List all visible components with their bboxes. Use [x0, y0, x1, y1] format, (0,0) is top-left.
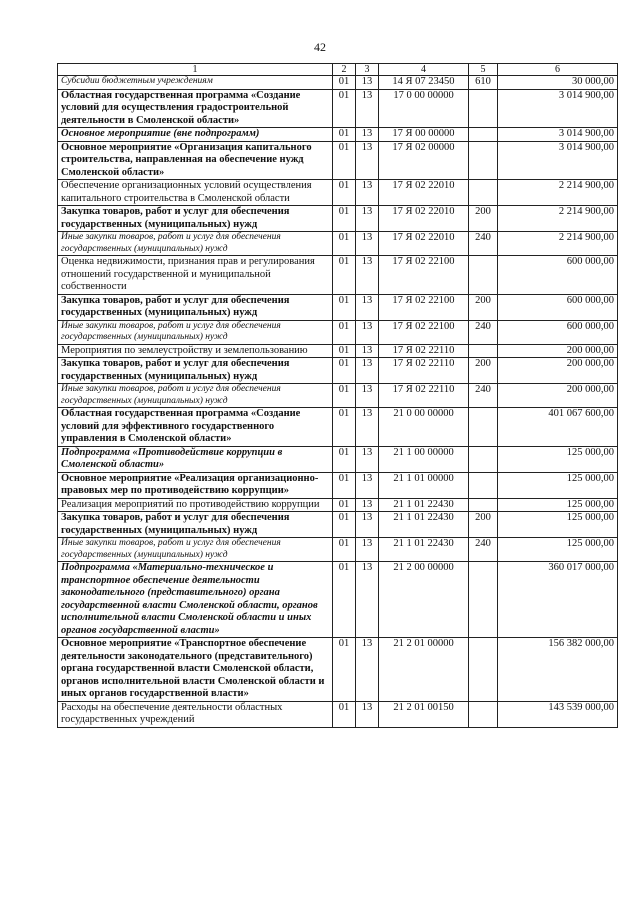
row-section: 01: [333, 141, 356, 180]
row-section: 01: [333, 206, 356, 232]
row-expense-type: [469, 638, 498, 702]
row-name: Закупка товаров, работ и услуг для обеспечения государственных (муниципальных) нужд: [58, 512, 333, 538]
row-amount: 401 067 600,00: [498, 408, 618, 447]
row-target-code: 17 Я 02 22010: [379, 206, 469, 232]
row-amount: 2 214 900,00: [498, 180, 618, 206]
row-amount: 360 017 000,00: [498, 562, 618, 638]
row-expense-type: 200: [469, 294, 498, 320]
row-amount: 600 000,00: [498, 320, 618, 344]
row-expense-type: 200: [469, 358, 498, 384]
row-target-code: 21 0 00 00000: [379, 408, 469, 447]
table-row: [58, 638, 618, 702]
row-section: 01: [333, 89, 356, 128]
row-name: Обеспечение организационных условий осуществления капитального строительства в Смоленской области: [58, 180, 333, 206]
row-section: 01: [333, 320, 356, 344]
header-col-4: 4: [379, 64, 469, 76]
row-target-code: 17 Я 02 22110: [379, 344, 469, 358]
table-row: [58, 498, 618, 512]
table-row: [58, 89, 618, 128]
table-row: [58, 256, 618, 295]
row-target-code: 21 2 01 00150: [379, 701, 469, 727]
row-section: 01: [333, 562, 356, 638]
row-amount: 200 000,00: [498, 384, 618, 408]
row-target-code: 21 1 01 00000: [379, 472, 469, 498]
row-target-code: 21 2 00 00000: [379, 562, 469, 638]
row-expense-type: [469, 562, 498, 638]
row-name: Иные закупки товаров, работ и услуг для обеспечения государственных (муниципальных) нужд: [58, 320, 333, 344]
row-amount: 30 000,00: [498, 76, 618, 90]
row-name: Закупка товаров, работ и услуг для обеспечения государственных (муниципальных) нужд: [58, 358, 333, 384]
row-expense-type: [469, 89, 498, 128]
table-header-row: [58, 64, 618, 76]
row-section: 01: [333, 384, 356, 408]
row-section: 01: [333, 232, 356, 256]
row-target-code: 17 0 00 00000: [379, 89, 469, 128]
row-subsection: 13: [356, 446, 379, 472]
row-section: 01: [333, 472, 356, 498]
row-expense-type: 240: [469, 538, 498, 562]
row-target-code: 17 Я 02 22110: [379, 384, 469, 408]
header-col-1: 1: [58, 64, 333, 76]
row-subsection: 13: [356, 498, 379, 512]
row-amount: 600 000,00: [498, 294, 618, 320]
row-expense-type: 200: [469, 206, 498, 232]
row-target-code: 14 Я 07 23450: [379, 76, 469, 90]
table-row: [58, 562, 618, 638]
row-name: Иные закупки товаров, работ и услуг для обеспечения государственных (муниципальных) нужд: [58, 232, 333, 256]
row-amount: 3 014 900,00: [498, 141, 618, 180]
row-name: Иные закупки товаров, работ и услуг для обеспечения государственных (муниципальных) нужд: [58, 384, 333, 408]
row-section: 01: [333, 638, 356, 702]
row-subsection: 13: [356, 408, 379, 447]
row-name: Основное мероприятие (вне подпрограмм): [58, 128, 333, 142]
row-target-code: 17 Я 02 22100: [379, 256, 469, 295]
row-amount: 143 539 000,00: [498, 701, 618, 727]
row-amount: 125 000,00: [498, 498, 618, 512]
row-expense-type: [469, 701, 498, 727]
row-section: 01: [333, 358, 356, 384]
table-row: [58, 344, 618, 358]
table-row: [58, 141, 618, 180]
row-name: Подпрограмма «Противодействие коррупции в Смоленской области»: [58, 446, 333, 472]
row-amount: 3 014 900,00: [498, 128, 618, 142]
table-row: [58, 538, 618, 562]
row-subsection: 13: [356, 206, 379, 232]
row-subsection: 13: [356, 538, 379, 562]
row-target-code: 21 1 01 22430: [379, 512, 469, 538]
row-amount: 600 000,00: [498, 256, 618, 295]
row-name: Расходы на обеспечение деятельности областных государственных учреждений: [58, 701, 333, 727]
row-subsection: 13: [356, 232, 379, 256]
row-section: 01: [333, 344, 356, 358]
row-name: Субсидии бюджетным учреждениям: [58, 76, 333, 90]
table-row: [58, 206, 618, 232]
row-amount: 125 000,00: [498, 512, 618, 538]
row-subsection: 13: [356, 358, 379, 384]
row-amount: 2 214 900,00: [498, 232, 618, 256]
row-subsection: 13: [356, 472, 379, 498]
row-subsection: 13: [356, 141, 379, 180]
row-section: 01: [333, 256, 356, 295]
table-row: [58, 701, 618, 727]
table-row: [58, 512, 618, 538]
table-row: [58, 472, 618, 498]
row-amount: 156 382 000,00: [498, 638, 618, 702]
row-subsection: 13: [356, 320, 379, 344]
row-section: 01: [333, 498, 356, 512]
row-expense-type: [469, 498, 498, 512]
table-row: [58, 128, 618, 142]
row-name: Закупка товаров, работ и услуг для обеспечения государственных (муниципальных) нужд: [58, 294, 333, 320]
row-subsection: 13: [356, 701, 379, 727]
row-amount: 2 214 900,00: [498, 206, 618, 232]
row-target-code: 17 Я 02 22100: [379, 294, 469, 320]
row-expense-type: 240: [469, 384, 498, 408]
row-name: Мероприятия по землеустройству и землепользованию: [58, 344, 333, 358]
row-amount: 125 000,00: [498, 446, 618, 472]
table-row: [58, 408, 618, 447]
table-row: [58, 320, 618, 344]
row-section: 01: [333, 76, 356, 90]
row-subsection: 13: [356, 180, 379, 206]
row-target-code: 17 Я 02 22010: [379, 180, 469, 206]
row-expense-type: [469, 472, 498, 498]
table-row: [58, 446, 618, 472]
row-section: 01: [333, 446, 356, 472]
row-expense-type: [469, 180, 498, 206]
row-name: Реализация мероприятий по противодействию коррупции: [58, 498, 333, 512]
row-expense-type: [469, 128, 498, 142]
row-name: Областная государственная программа «Создание условий для эффективного государственного управления в Смоленской области»: [58, 408, 333, 447]
row-name: Областная государственная программа «Создание условий для осуществления градостроительной деятельности в Смоленской области»: [58, 89, 333, 128]
row-expense-type: 240: [469, 232, 498, 256]
row-expense-type: [469, 344, 498, 358]
row-subsection: 13: [356, 294, 379, 320]
budget-table: [57, 63, 618, 728]
row-expense-type: [469, 446, 498, 472]
row-amount: 125 000,00: [498, 538, 618, 562]
row-subsection: 13: [356, 384, 379, 408]
table-row: [58, 76, 618, 90]
row-subsection: 13: [356, 256, 379, 295]
row-target-code: 17 Я 00 00000: [379, 128, 469, 142]
row-expense-type: 610: [469, 76, 498, 90]
row-section: 01: [333, 512, 356, 538]
row-target-code: 21 1 01 22430: [379, 498, 469, 512]
row-subsection: 13: [356, 638, 379, 702]
row-amount: 200 000,00: [498, 344, 618, 358]
row-name: Основное мероприятие «Организация капитального строительства, направленная на обеспечение нужд Смоленской области»: [58, 141, 333, 180]
row-amount: 3 014 900,00: [498, 89, 618, 128]
table-row: [58, 180, 618, 206]
table-row: [58, 294, 618, 320]
header-col-5: 5: [469, 64, 498, 76]
row-target-code: 21 1 01 22430: [379, 538, 469, 562]
row-subsection: 13: [356, 89, 379, 128]
row-section: 01: [333, 128, 356, 142]
row-target-code: 17 Я 02 22010: [379, 232, 469, 256]
row-name: Основное мероприятие «Реализация организационно-правовых мер по противодействию коррупции»: [58, 472, 333, 498]
header-col-6: 6: [498, 64, 618, 76]
row-name: Иные закупки товаров, работ и услуг для обеспечения государственных (муниципальных) нужд: [58, 538, 333, 562]
header-col-2: 2: [333, 64, 356, 76]
row-target-code: 17 Я 02 00000: [379, 141, 469, 180]
row-expense-type: [469, 141, 498, 180]
table-row: [58, 232, 618, 256]
row-expense-type: [469, 256, 498, 295]
table-row: [58, 384, 618, 408]
header-col-3: 3: [356, 64, 379, 76]
row-subsection: 13: [356, 128, 379, 142]
row-name: Подпрограмма «Материально-техническое и транспортное обеспечение деятельности законодательного (представительного) органа государственной власти Смоленской области, органов исполнительной власти Смоленской области и иных органов государственной власти»: [58, 562, 333, 638]
row-target-code: 21 1 00 00000: [379, 446, 469, 472]
row-target-code: 17 Я 02 22110: [379, 358, 469, 384]
row-expense-type: 240: [469, 320, 498, 344]
row-subsection: 13: [356, 76, 379, 90]
row-subsection: 13: [356, 344, 379, 358]
row-name: Основное мероприятие «Транспортное обеспечение деятельности законодательного (представительного) органа государственной власти Смоленской области, органов исполнительной власти Смоленской области и иных органов государственной власти»: [58, 638, 333, 702]
table-row: [58, 358, 618, 384]
row-section: 01: [333, 701, 356, 727]
row-target-code: 21 2 01 00000: [379, 638, 469, 702]
row-expense-type: [469, 408, 498, 447]
row-section: 01: [333, 294, 356, 320]
row-amount: 125 000,00: [498, 472, 618, 498]
row-target-code: 17 Я 02 22100: [379, 320, 469, 344]
row-section: 01: [333, 538, 356, 562]
page-number: 42: [314, 40, 326, 54]
row-name: Оценка недвижимости, признания прав и регулирования отношений государственной и муниципальной собственности: [58, 256, 333, 295]
row-name: Закупка товаров, работ и услуг для обеспечения государственных (муниципальных) нужд: [58, 206, 333, 232]
row-section: 01: [333, 180, 356, 206]
row-amount: 200 000,00: [498, 358, 618, 384]
row-section: 01: [333, 408, 356, 447]
row-subsection: 13: [356, 562, 379, 638]
row-expense-type: 200: [469, 512, 498, 538]
row-subsection: 13: [356, 512, 379, 538]
